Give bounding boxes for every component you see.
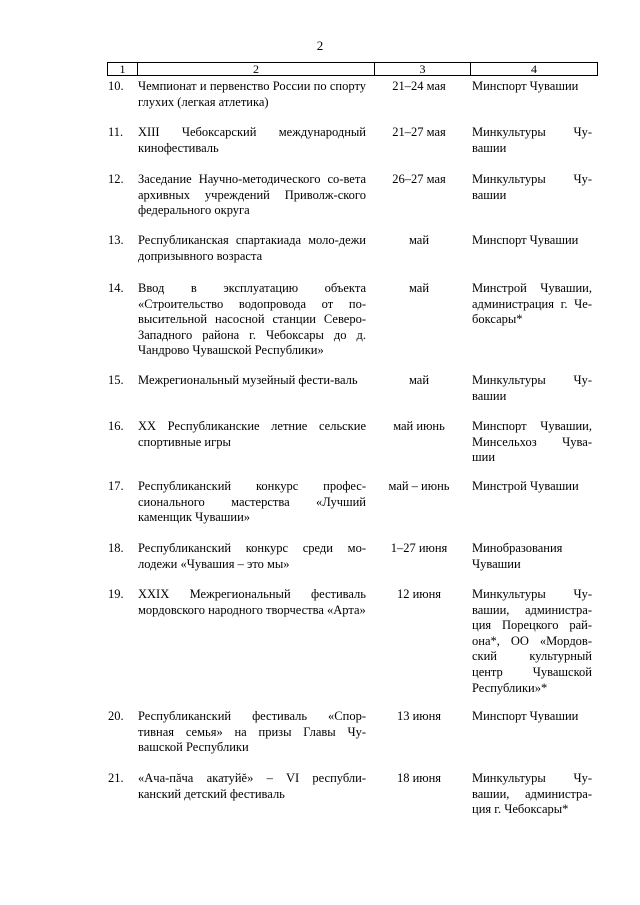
event-name: Республиканский фестиваль «Спор-тивная семья» на призы Главы Чу-вашской Республики xyxy=(138,709,366,755)
event-executor: Минкультуры Чу-вашии, администра-ция г. Чебоксары* xyxy=(472,771,592,817)
event-date: 21–27 мая xyxy=(392,125,446,139)
event-date: май xyxy=(408,281,430,295)
event-executor: Минстрой Чувашии xyxy=(472,479,579,493)
header-col-1: 1 xyxy=(108,63,138,75)
event-date: 12 июня xyxy=(396,587,442,601)
event-executor: Минкультуры Чу-вашии xyxy=(472,172,592,202)
event-date: май xyxy=(408,373,430,387)
event-date: 13 июня xyxy=(396,709,442,723)
row-number: 16. xyxy=(108,419,124,433)
table-header xyxy=(107,62,598,76)
header-col-3: 3 xyxy=(375,63,471,75)
event-name: Республиканская спартакиада моло-дежи допризывного возраста xyxy=(138,233,366,263)
event-executor: Минстрой Чувашии, администрация г. Че-боксары* xyxy=(472,281,592,327)
event-date: май xyxy=(408,233,430,247)
event-name: XIII Чебоксарский международный кинофестиваль xyxy=(138,125,366,155)
row-number: 10. xyxy=(108,79,124,93)
row-number: 14. xyxy=(108,281,124,295)
event-date: 26–27 мая xyxy=(392,172,446,186)
row-number: 17. xyxy=(108,479,124,493)
event-date: 1–27 июня xyxy=(390,541,448,555)
event-date: 21–24 мая xyxy=(392,79,446,93)
event-name: Чемпионат и первенство России по спорту глухих (легкая атлетика) xyxy=(138,79,366,109)
row-number: 18. xyxy=(108,541,124,555)
event-executor: Минобразования Чувашии xyxy=(472,541,563,571)
page-number: 2 xyxy=(316,38,324,53)
event-name: Заседание Научно-методического со-вета архивных учреждений Приволж-ского федерального округа xyxy=(138,172,366,218)
row-number: 11. xyxy=(108,125,124,139)
event-name: Межрегиональный музейный фести-валь xyxy=(138,373,358,387)
event-executor: Минкультуры Чу-вашии, администра-ция Порецкого рай-она*, ОО «Мордов-ский культурный центр Чувашской Республики»* xyxy=(472,587,592,695)
event-name: Республиканский конкурс среди мо-лодежи «Чувашия – это мы» xyxy=(138,541,366,571)
event-name: Ввод в эксплуатацию объекта «Строительство водопровода от по-высительной насосной станции Северо-Западного района г. Чебоксары до д. Чандрово Чувашской Республики» xyxy=(138,281,366,358)
event-executor: Минспорт Чувашии xyxy=(472,233,579,247)
event-date: 18 июня xyxy=(396,771,442,785)
row-number: 20. xyxy=(108,709,124,723)
header-col-4: 4 xyxy=(531,62,537,76)
event-executor: Минкультуры Чу-вашии xyxy=(472,125,592,155)
event-executor: Минспорт Чувашии, Минсельхоз Чува-шии xyxy=(472,419,592,465)
event-date: май – июнь xyxy=(388,479,450,493)
event-name: «Ача-пăча акатуйĕ» – VI республи-канский детский фестиваль xyxy=(138,771,366,801)
row-number: 13. xyxy=(108,233,124,247)
event-executor: Минспорт Чувашии xyxy=(472,709,579,723)
event-name: Республиканский конкурс профес-сионального мастерства «Лучший каменщик Чувашии» xyxy=(138,479,366,525)
row-number: 21. xyxy=(108,771,124,785)
event-executor: Минспорт Чувашии xyxy=(472,79,579,93)
event-executor: Минкультуры Чу-вашии xyxy=(472,373,592,403)
event-name: XX Республиканские летние сельские спортивные игры xyxy=(138,419,366,449)
row-number: 15. xyxy=(108,373,124,387)
event-date: май июнь xyxy=(393,419,445,433)
row-number: 19. xyxy=(108,587,124,601)
row-number: 12. xyxy=(108,172,124,186)
event-name: XXIX Межрегиональный фестиваль мордовского народного творчества «Арта» xyxy=(138,587,366,617)
header-col-2: 2 xyxy=(138,63,375,75)
